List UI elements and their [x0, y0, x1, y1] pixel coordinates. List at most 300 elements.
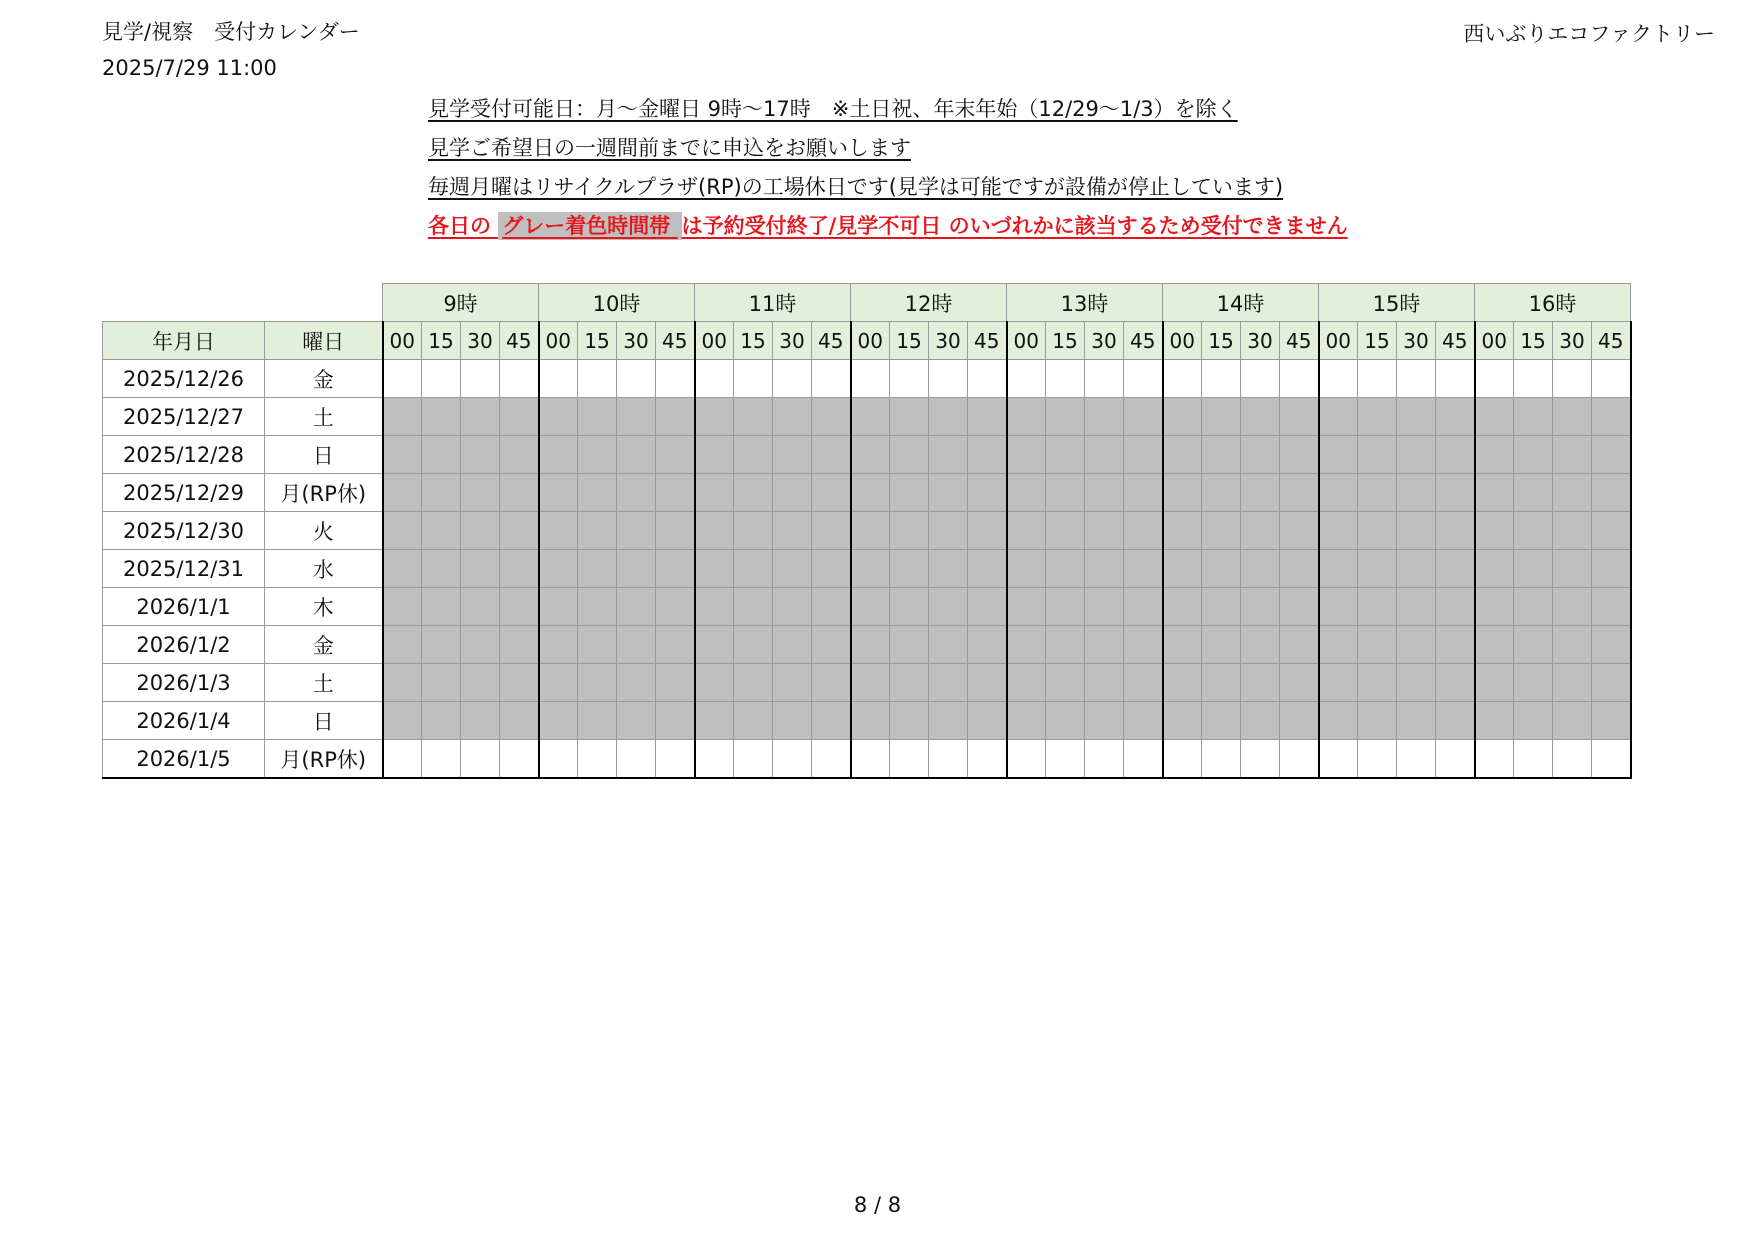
minute-header: 30: [1397, 322, 1436, 360]
time-slot-closed: [1280, 512, 1319, 550]
time-slot-closed: [1163, 550, 1202, 588]
time-slot-closed: [1514, 398, 1553, 436]
time-slot-closed: [1475, 702, 1514, 740]
time-slot-open[interactable]: [656, 360, 695, 398]
time-slot-closed: [656, 702, 695, 740]
time-slot-closed: [1475, 436, 1514, 474]
minute-header: 30: [773, 322, 812, 360]
row-weekday: 金: [265, 626, 383, 664]
time-slot-open[interactable]: [929, 740, 968, 779]
notice-rp-holiday: 毎週月曜はリサイクルプラザ(RP)の工場休日です(見学は可能ですが設備が停止しています): [428, 175, 1284, 199]
time-slot-closed: [617, 588, 656, 626]
time-slot-closed: [773, 626, 812, 664]
time-slot-closed: [812, 626, 851, 664]
time-slot-open[interactable]: [1124, 360, 1163, 398]
time-slot-closed: [383, 626, 422, 664]
time-slot-closed: [734, 512, 773, 550]
time-slot-closed: [656, 436, 695, 474]
time-slot-closed: [1046, 626, 1085, 664]
time-slot-closed: [1358, 626, 1397, 664]
time-slot-closed: [695, 550, 734, 588]
time-slot-closed: [1202, 474, 1241, 512]
time-slot-closed: [422, 626, 461, 664]
time-slot-closed: [1046, 702, 1085, 740]
minute-header: 00: [851, 322, 890, 360]
time-slot-open[interactable]: [1358, 360, 1397, 398]
time-slot-closed: [461, 512, 500, 550]
row-weekday: 日: [265, 702, 383, 740]
time-slot-closed: [461, 664, 500, 702]
time-slot-closed: [734, 626, 773, 664]
time-slot-closed: [890, 474, 929, 512]
time-slot-closed: [1241, 702, 1280, 740]
time-slot-closed: [890, 550, 929, 588]
time-slot-closed: [695, 512, 734, 550]
time-slot-closed: [1358, 398, 1397, 436]
time-slot-open[interactable]: [383, 740, 422, 779]
time-slot-closed: [1514, 588, 1553, 626]
time-slot-open[interactable]: [461, 360, 500, 398]
time-slot-closed: [1436, 474, 1475, 512]
row-weekday: 金: [265, 360, 383, 398]
time-slot-closed: [968, 512, 1007, 550]
time-slot-closed: [617, 550, 656, 588]
time-slot-closed: [539, 588, 578, 626]
time-slot-closed: [1553, 512, 1592, 550]
time-slot-open[interactable]: [1397, 740, 1436, 779]
time-slot-open[interactable]: [617, 360, 656, 398]
time-slot-closed: [1592, 474, 1631, 512]
time-slot-open[interactable]: [890, 360, 929, 398]
time-slot-closed: [812, 550, 851, 588]
hour-header: 11時: [695, 284, 851, 322]
time-slot-closed: [890, 664, 929, 702]
time-slot-closed: [1436, 626, 1475, 664]
minute-header: 15: [422, 322, 461, 360]
time-slot-open[interactable]: [1085, 360, 1124, 398]
time-slot-closed: [461, 436, 500, 474]
time-slot-closed: [1553, 588, 1592, 626]
time-slot-closed: [1163, 398, 1202, 436]
time-slot-closed: [812, 398, 851, 436]
time-slot-open[interactable]: [1163, 740, 1202, 779]
hour-header: 13時: [1007, 284, 1163, 322]
time-slot-open[interactable]: [422, 360, 461, 398]
time-slot-closed: [695, 474, 734, 512]
time-slot-closed: [1319, 512, 1358, 550]
time-slot-open[interactable]: [1280, 740, 1319, 779]
time-slot-closed: [578, 588, 617, 626]
time-slot-open[interactable]: [500, 740, 539, 779]
time-slot-open[interactable]: [1202, 360, 1241, 398]
time-slot-closed: [851, 626, 890, 664]
time-slot-open[interactable]: [1592, 360, 1631, 398]
row-date: 2026/1/3: [103, 664, 265, 702]
time-slot-closed: [968, 398, 1007, 436]
time-slot-closed: [461, 588, 500, 626]
time-slot-open[interactable]: [617, 740, 656, 779]
time-slot-open[interactable]: [1436, 740, 1475, 779]
time-slot-closed: [1397, 626, 1436, 664]
calendar-row: [103, 550, 1631, 588]
time-slot-closed: [1592, 664, 1631, 702]
time-slot-closed: [1358, 512, 1397, 550]
time-slot-closed: [1241, 550, 1280, 588]
time-slot-closed: [1085, 588, 1124, 626]
time-slot-closed: [1553, 474, 1592, 512]
time-slot-closed: [1319, 550, 1358, 588]
time-slot-closed: [383, 702, 422, 740]
time-slot-closed: [1241, 436, 1280, 474]
time-slot-closed: [1007, 512, 1046, 550]
time-slot-closed: [1475, 626, 1514, 664]
time-slot-open[interactable]: [1202, 740, 1241, 779]
time-slot-open[interactable]: [1397, 360, 1436, 398]
time-slot-closed: [1280, 436, 1319, 474]
time-slot-closed: [617, 664, 656, 702]
time-slot-closed: [695, 702, 734, 740]
hour-header: 16時: [1475, 284, 1631, 322]
time-slot-open[interactable]: [1358, 740, 1397, 779]
time-slot-open[interactable]: [1241, 740, 1280, 779]
time-slot-open[interactable]: [578, 740, 617, 779]
time-slot-closed: [890, 588, 929, 626]
time-slot-open[interactable]: [422, 740, 461, 779]
minute-header: 30: [461, 322, 500, 360]
time-slot-closed: [929, 626, 968, 664]
time-slot-closed: [734, 550, 773, 588]
time-slot-closed: [1397, 550, 1436, 588]
time-slot-closed: [578, 398, 617, 436]
time-slot-open[interactable]: [656, 740, 695, 779]
time-slot-closed: [1085, 398, 1124, 436]
time-slot-closed: [1319, 702, 1358, 740]
row-date: 2025/12/30: [103, 512, 265, 550]
time-slot-open[interactable]: [1514, 740, 1553, 779]
time-slot-closed: [1280, 474, 1319, 512]
time-slot-open[interactable]: [812, 740, 851, 779]
time-slot-closed: [695, 664, 734, 702]
row-weekday: 火: [265, 512, 383, 550]
time-slot-closed: [539, 550, 578, 588]
document-datetime: 2025/7/29 11:00: [102, 56, 277, 80]
time-slot-closed: [1007, 664, 1046, 702]
time-slot-closed: [1397, 702, 1436, 740]
time-slot-closed: [968, 436, 1007, 474]
time-slot-closed: [539, 626, 578, 664]
time-slot-closed: [1553, 626, 1592, 664]
time-slot-closed: [1553, 664, 1592, 702]
time-slot-closed: [1436, 588, 1475, 626]
notice-advance-booking: 見学ご希望日の一週間前までに申込をお願いします: [428, 136, 911, 160]
time-slot-open[interactable]: [1085, 740, 1124, 779]
time-slot-closed: [578, 512, 617, 550]
time-slot-closed: [890, 398, 929, 436]
notice-gray-warning: [428, 211, 1348, 250]
time-slot-closed: [929, 664, 968, 702]
time-slot-closed: [422, 398, 461, 436]
time-slot-open[interactable]: [1319, 360, 1358, 398]
time-slot-closed: [1124, 436, 1163, 474]
time-slot-closed: [695, 626, 734, 664]
time-slot-closed: [968, 702, 1007, 740]
minute-header: 30: [1241, 322, 1280, 360]
time-slot-open[interactable]: [734, 360, 773, 398]
time-slot-closed: [734, 702, 773, 740]
time-slot-closed: [851, 702, 890, 740]
time-slot-closed: [1241, 626, 1280, 664]
time-slot-closed: [1241, 664, 1280, 702]
time-slot-closed: [773, 398, 812, 436]
time-slot-open[interactable]: [1124, 740, 1163, 779]
time-slot-closed: [1397, 474, 1436, 512]
time-slot-closed: [773, 474, 812, 512]
time-slot-closed: [1553, 398, 1592, 436]
time-slot-closed: [812, 702, 851, 740]
time-slot-open[interactable]: [1592, 740, 1631, 779]
time-slot-closed: [1436, 512, 1475, 550]
time-slot-open[interactable]: [1514, 360, 1553, 398]
time-slot-open[interactable]: [578, 360, 617, 398]
calendar-row: [103, 740, 1631, 779]
time-slot-closed: [500, 702, 539, 740]
time-slot-closed: [1514, 626, 1553, 664]
time-slot-closed: [1358, 474, 1397, 512]
time-slot-closed: [1163, 664, 1202, 702]
time-slot-open[interactable]: [1475, 740, 1514, 779]
time-slot-closed: [1046, 550, 1085, 588]
time-slot-closed: [812, 512, 851, 550]
time-slot-open[interactable]: [851, 360, 890, 398]
row-weekday: 水: [265, 550, 383, 588]
time-slot-open[interactable]: [812, 360, 851, 398]
time-slot-closed: [578, 550, 617, 588]
time-slot-closed: [383, 512, 422, 550]
time-slot-closed: [734, 664, 773, 702]
calendar-row: [103, 474, 1631, 512]
time-slot-closed: [1007, 474, 1046, 512]
calendar-row: [103, 588, 1631, 626]
time-slot-closed: [617, 626, 656, 664]
time-slot-closed: [1007, 702, 1046, 740]
organization-name: 西いぶりエコファクトリー: [1463, 22, 1715, 46]
time-slot-open[interactable]: [773, 740, 812, 779]
minute-header: 00: [1007, 322, 1046, 360]
time-slot-closed: [1163, 626, 1202, 664]
time-slot-closed: [1319, 398, 1358, 436]
time-slot-closed: [695, 398, 734, 436]
calendar-row: [103, 512, 1631, 550]
time-slot-open[interactable]: [1046, 360, 1085, 398]
minute-header: 00: [695, 322, 734, 360]
time-slot-open[interactable]: [851, 740, 890, 779]
time-slot-closed: [929, 436, 968, 474]
time-slot-closed: [929, 588, 968, 626]
time-slot-closed: [890, 512, 929, 550]
time-slot-closed: [656, 512, 695, 550]
time-slot-closed: [656, 588, 695, 626]
calendar-row: [103, 626, 1631, 664]
time-slot-open[interactable]: [695, 740, 734, 779]
time-slot-closed: [1592, 626, 1631, 664]
time-slot-open[interactable]: [1436, 360, 1475, 398]
page-number: 8 / 8: [853, 1193, 902, 1217]
row-date: 2025/12/31: [103, 550, 265, 588]
time-slot-closed: [890, 626, 929, 664]
time-slot-closed: [929, 512, 968, 550]
row-date: 2026/1/5: [103, 740, 265, 779]
time-slot-closed: [1475, 474, 1514, 512]
time-slot-closed: [656, 474, 695, 512]
time-slot-closed: [1046, 588, 1085, 626]
time-slot-closed: [929, 550, 968, 588]
row-weekday: 木: [265, 588, 383, 626]
time-slot-closed: [1202, 702, 1241, 740]
minute-header: 15: [578, 322, 617, 360]
time-slot-closed: [539, 702, 578, 740]
time-slot-closed: [1319, 664, 1358, 702]
time-slot-closed: [1475, 588, 1514, 626]
time-slot-closed: [656, 398, 695, 436]
blank-corner: [265, 284, 383, 322]
time-slot-closed: [500, 512, 539, 550]
row-date: 2026/1/2: [103, 626, 265, 664]
time-slot-open[interactable]: [773, 360, 812, 398]
time-slot-closed: [1475, 664, 1514, 702]
time-slot-open[interactable]: [1553, 740, 1592, 779]
time-slot-open[interactable]: [968, 740, 1007, 779]
time-slot-closed: [1358, 588, 1397, 626]
time-slot-open[interactable]: [1241, 360, 1280, 398]
time-slot-closed: [1592, 702, 1631, 740]
time-slot-closed: [1553, 702, 1592, 740]
minute-header: 15: [1514, 322, 1553, 360]
time-slot-closed: [1397, 664, 1436, 702]
time-slot-closed: [1007, 436, 1046, 474]
time-slot-closed: [578, 474, 617, 512]
row-date: 2025/12/27: [103, 398, 265, 436]
minute-header: 15: [890, 322, 929, 360]
time-slot-closed: [1436, 398, 1475, 436]
minute-header: 45: [1592, 322, 1631, 360]
weekday-column-header: 曜日: [265, 322, 383, 360]
time-slot-closed: [1124, 512, 1163, 550]
time-slot-closed: [1436, 702, 1475, 740]
time-slot-closed: [500, 588, 539, 626]
time-slot-closed: [851, 550, 890, 588]
time-slot-closed: [812, 474, 851, 512]
time-slot-open[interactable]: [1007, 360, 1046, 398]
time-slot-open[interactable]: [929, 360, 968, 398]
calendar-row: [103, 360, 1631, 398]
time-slot-closed: [851, 588, 890, 626]
time-slot-closed: [617, 436, 656, 474]
time-slot-closed: [1280, 398, 1319, 436]
time-slot-open[interactable]: [539, 740, 578, 779]
minute-header: 15: [1358, 322, 1397, 360]
time-slot-closed: [968, 588, 1007, 626]
row-weekday: 日: [265, 436, 383, 474]
notice-warning-suffix: は予約受付終了/見学不可日 のいづれかに該当するため受付できません: [681, 214, 1348, 238]
time-slot-open[interactable]: [695, 360, 734, 398]
time-slot-closed: [1280, 588, 1319, 626]
time-slot-closed: [1124, 626, 1163, 664]
notice-hours: 見学受付可能日：月～金曜日 9時～17時 ※土日祝、年末年始（12/29～1/3）を除く: [428, 97, 1238, 121]
time-slot-closed: [851, 436, 890, 474]
time-slot-closed: [968, 664, 1007, 702]
notice-block: [428, 94, 1348, 250]
time-slot-closed: [1007, 626, 1046, 664]
time-slot-open[interactable]: [461, 740, 500, 779]
time-slot-closed: [1202, 626, 1241, 664]
time-slot-open[interactable]: [1475, 360, 1514, 398]
time-slot-open[interactable]: [1319, 740, 1358, 779]
minute-header: 15: [734, 322, 773, 360]
time-slot-closed: [1436, 436, 1475, 474]
time-slot-closed: [1592, 588, 1631, 626]
time-slot-closed: [1514, 702, 1553, 740]
time-slot-closed: [968, 626, 1007, 664]
time-slot-closed: [1202, 664, 1241, 702]
time-slot-closed: [1046, 436, 1085, 474]
time-slot-closed: [383, 588, 422, 626]
time-slot-closed: [1007, 550, 1046, 588]
time-slot-open[interactable]: [1280, 360, 1319, 398]
time-slot-closed: [1514, 664, 1553, 702]
time-slot-closed: [539, 436, 578, 474]
time-slot-closed: [1085, 436, 1124, 474]
minute-header: 30: [1553, 322, 1592, 360]
minute-header: 45: [656, 322, 695, 360]
time-slot-closed: [578, 664, 617, 702]
time-slot-closed: [1592, 436, 1631, 474]
hour-header: 14時: [1163, 284, 1319, 322]
time-slot-open[interactable]: [1163, 360, 1202, 398]
time-slot-closed: [1007, 398, 1046, 436]
minute-header: 00: [1475, 322, 1514, 360]
time-slot-open[interactable]: [383, 360, 422, 398]
time-slot-open[interactable]: [1007, 740, 1046, 779]
time-slot-closed: [500, 474, 539, 512]
time-slot-open[interactable]: [539, 360, 578, 398]
time-slot-closed: [461, 474, 500, 512]
time-slot-closed: [1397, 398, 1436, 436]
time-slot-closed: [617, 474, 656, 512]
time-slot-open[interactable]: [500, 360, 539, 398]
time-slot-closed: [383, 398, 422, 436]
time-slot-closed: [851, 398, 890, 436]
time-slot-closed: [1592, 398, 1631, 436]
time-slot-open[interactable]: [890, 740, 929, 779]
time-slot-open[interactable]: [968, 360, 1007, 398]
time-slot-closed: [656, 664, 695, 702]
time-slot-closed: [1553, 436, 1592, 474]
time-slot-closed: [1124, 398, 1163, 436]
time-slot-closed: [1163, 512, 1202, 550]
time-slot-open[interactable]: [734, 740, 773, 779]
calendar-row: [103, 664, 1631, 702]
time-slot-closed: [734, 436, 773, 474]
time-slot-closed: [1397, 512, 1436, 550]
time-slot-open[interactable]: [1553, 360, 1592, 398]
notice-warning-prefix: 各日の: [428, 214, 499, 238]
row-date: 2026/1/1: [103, 588, 265, 626]
blank-corner: [103, 284, 265, 322]
time-slot-closed: [1202, 398, 1241, 436]
time-slot-closed: [383, 664, 422, 702]
time-slot-open[interactable]: [1046, 740, 1085, 779]
time-slot-closed: [539, 512, 578, 550]
